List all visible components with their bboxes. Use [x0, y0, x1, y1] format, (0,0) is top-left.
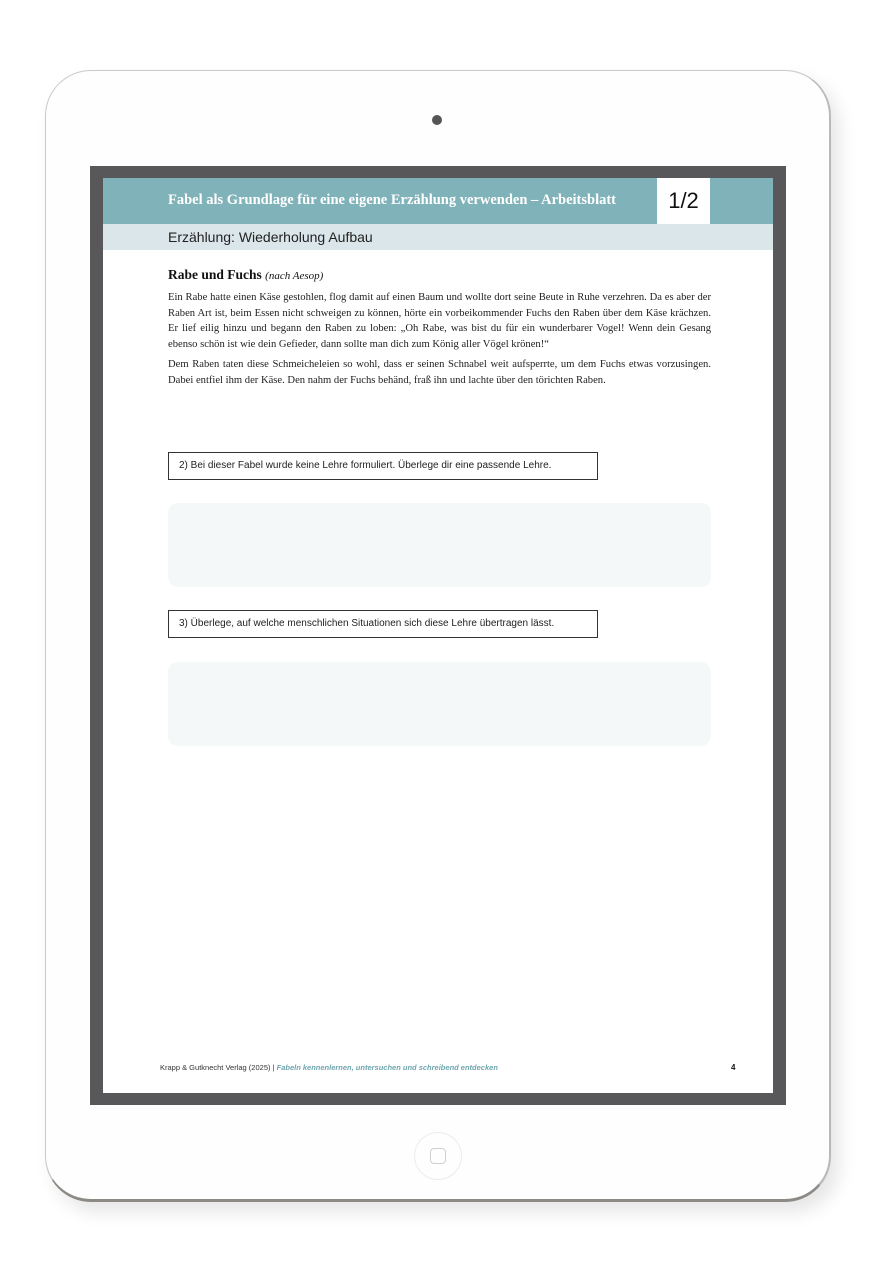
home-button[interactable] — [414, 1132, 462, 1180]
task-2-box: 2) Bei dieser Fabel wurde keine Lehre formuliert. Überlege dir eine passende Lehre. — [168, 452, 598, 480]
worksheet-page — [103, 178, 773, 1093]
worksheet-subtitle: Erzählung: Wiederholung Aufbau — [168, 229, 373, 245]
task-3-box: 3) Überlege, auf welche menschlichen Situationen sich diese Lehre übertragen lässt. — [168, 610, 598, 638]
fable-heading — [168, 267, 323, 283]
worksheet-title: Fabel als Grundlage für eine eigene Erzählung verwenden – Arbeitsblatt — [168, 192, 617, 208]
fable-paragraph: Ein Rabe hatte einen Käse gestohlen, flog damit auf einen Baum und wollte dort seine Beute in Ruhe verzehren. Da es aber der Raben Art ist, beim Essen nicht schweigen zu können, hörte ein vorbeikommender Fuchs den Raben über dem Käse krächzen. Er lief eilig hinzu und begann den Raben zu loben: „Oh Rabe, was bist du für ein wunderbarer Vogel! Wenn dein Gesang ebenso schön ist wie dein Gefieder, dann sollte man dich zum König aller Vögel krönen!“ — [168, 292, 711, 350]
task-2-answer-field[interactable] — [168, 503, 711, 587]
camera-icon — [432, 115, 442, 125]
home-square-icon — [430, 1148, 446, 1164]
task-3-answer-field[interactable] — [168, 662, 711, 746]
footer-page-number: 4 — [731, 1063, 736, 1072]
footer-series: Fabeln kennenlernen, untersuchen und schreibend entdecken — [276, 1063, 498, 1072]
footer-publisher: Krapp & Gutknecht Verlag (2025) | — [160, 1063, 277, 1072]
fable-title: Rabe und Fuchs — [168, 267, 262, 282]
fable-source: (nach Aesop) — [265, 270, 324, 282]
page-badge: 1/2 — [657, 178, 710, 224]
footer-credit — [160, 1063, 498, 1072]
subtitle-bar — [103, 224, 773, 250]
title-bar — [103, 178, 773, 224]
fable-paragraph: Dem Raben taten diese Schmeicheleien so wohl, dass er seinen Schnabel weit aufsperrte, um dem Fuchs etwas vorzusingen. Dabei entfiel ihm der Käse. Den nahm der Fuchs behänd, fraß ihn und lachte über den törichten Raben. — [168, 359, 711, 386]
fable-text — [168, 290, 711, 393]
